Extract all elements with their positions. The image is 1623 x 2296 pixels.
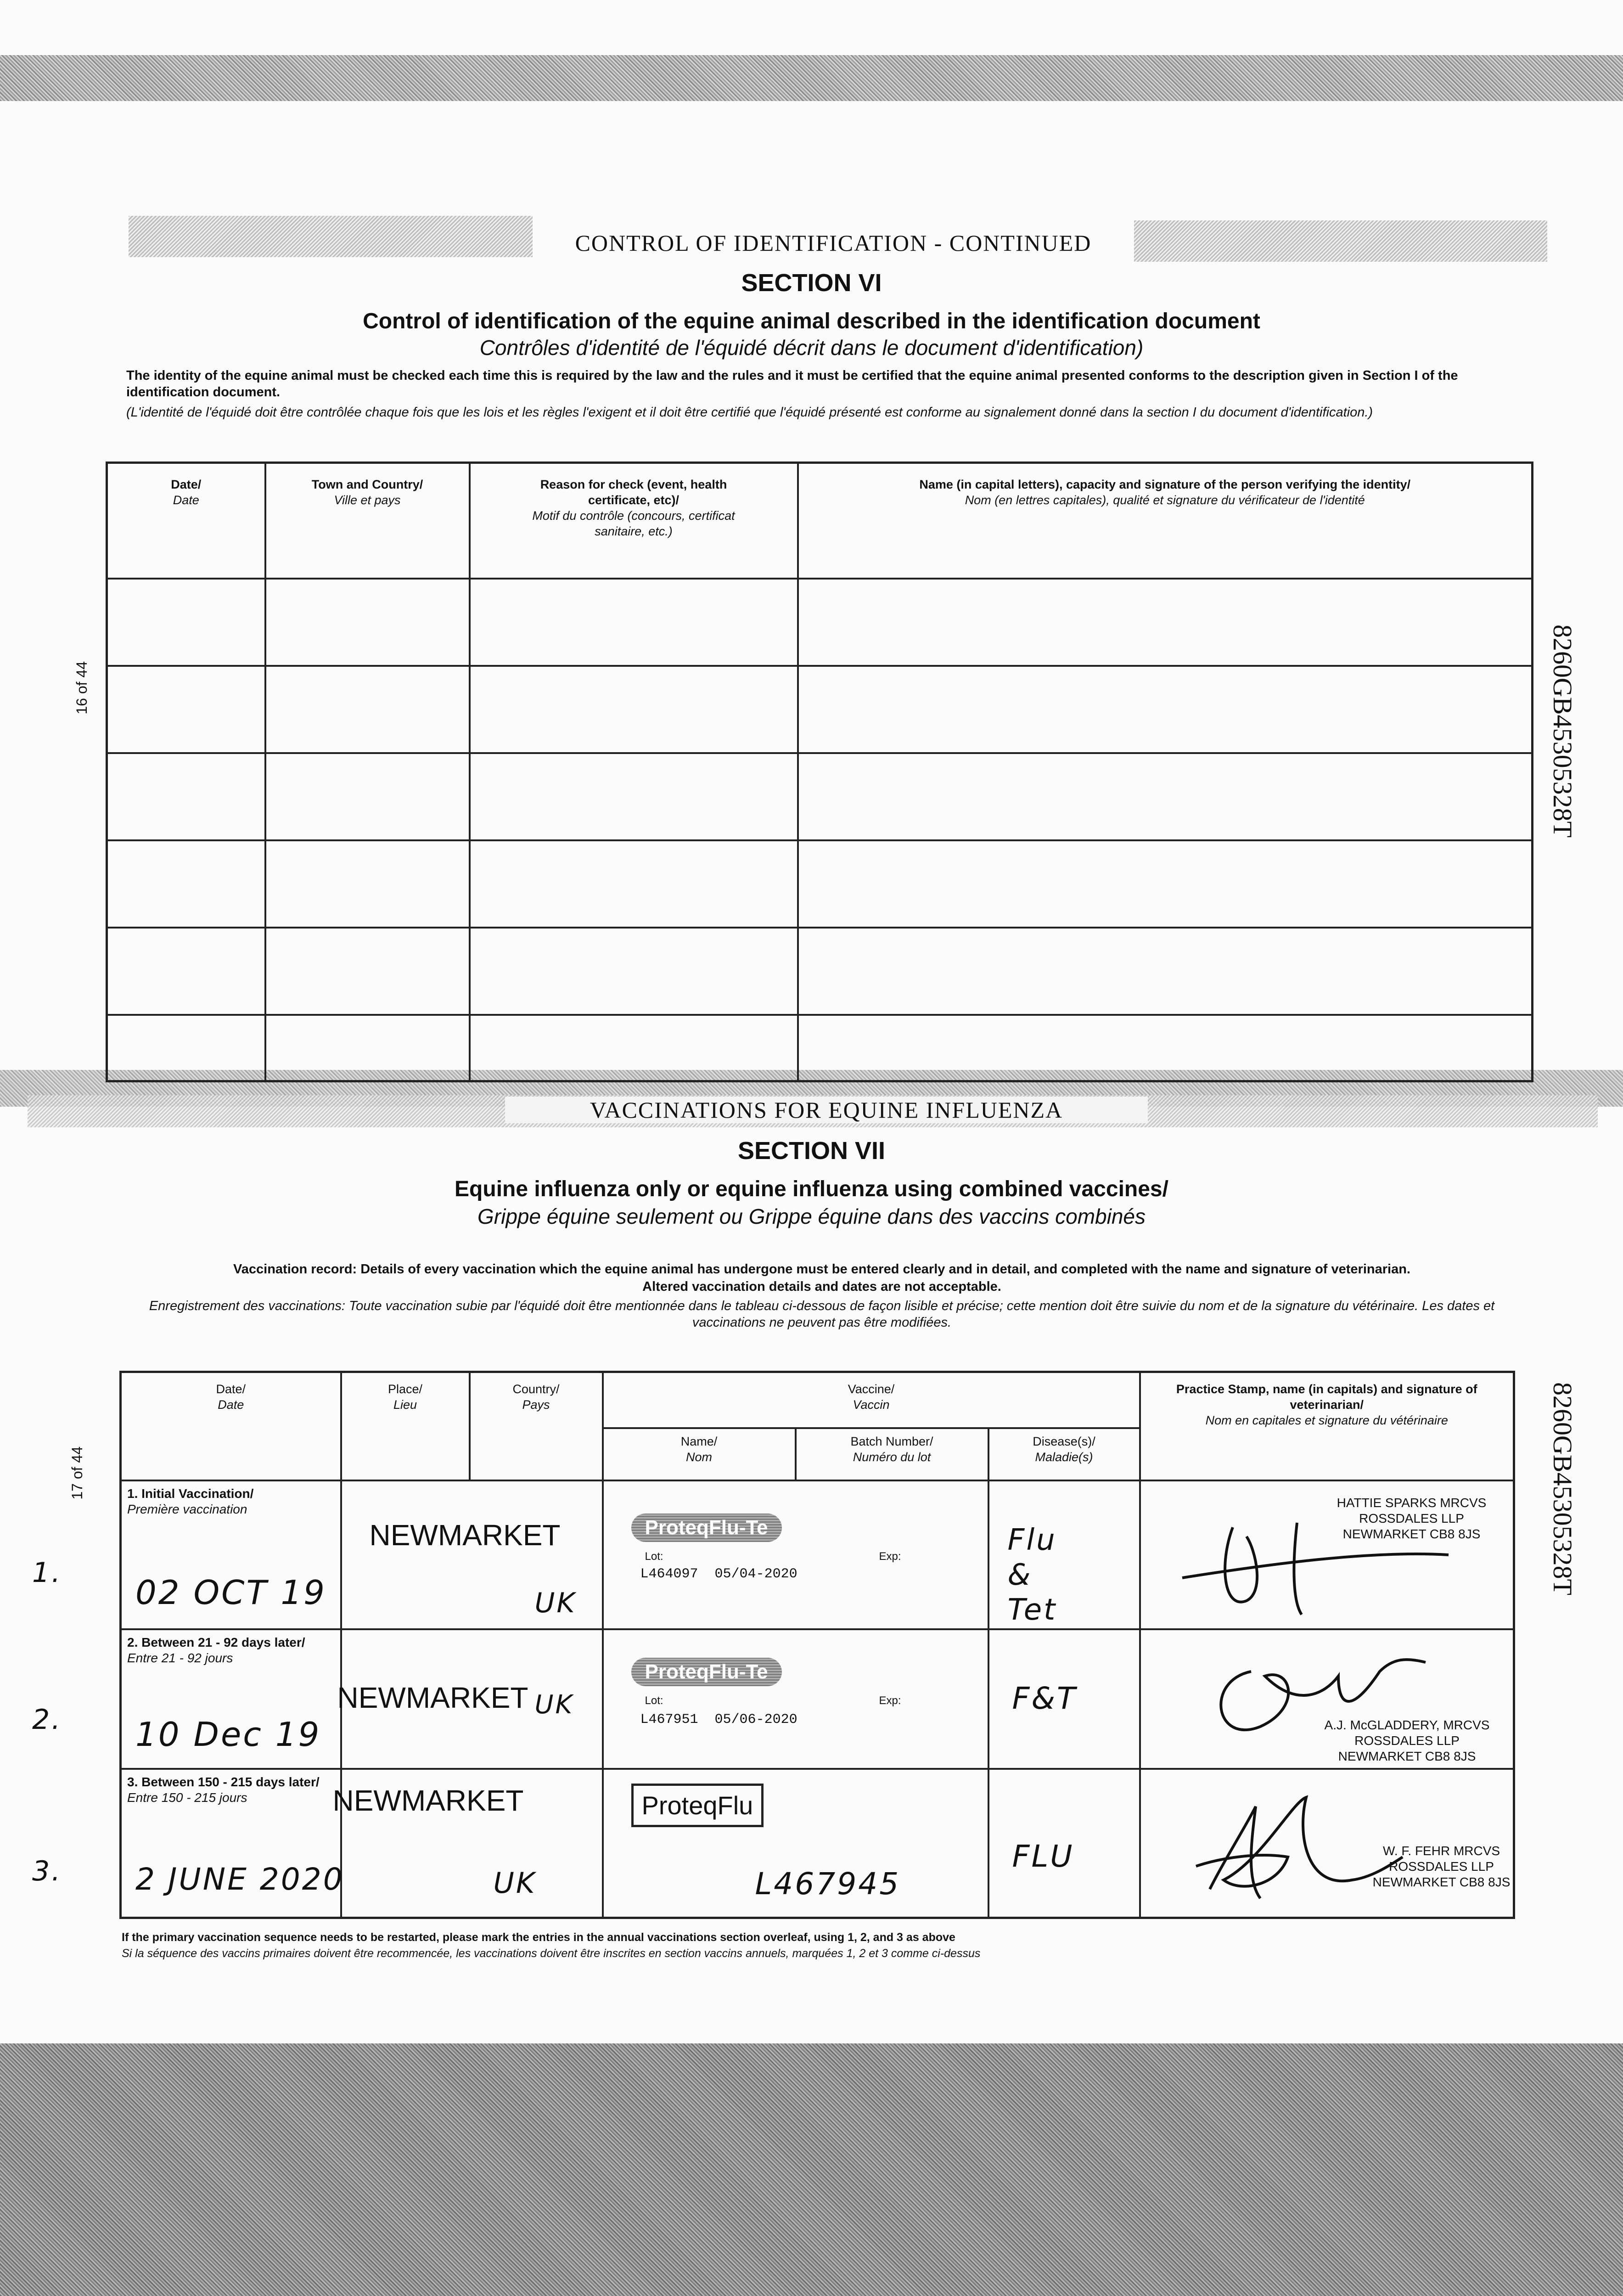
vaccination-row-1: [121, 1480, 1514, 1629]
section7-intro-en2: Altered vaccination details and dates are not acceptable.: [642, 1279, 1001, 1294]
date-cell[interactable]: [107, 1015, 265, 1081]
lot-label: Lot:: [645, 1550, 663, 1563]
col-header-date: Date/ Date: [121, 1372, 341, 1481]
date-cell[interactable]: [121, 1480, 341, 1629]
row-label-fr: Entre 21 - 92 jours: [127, 1651, 233, 1665]
scan-band-top: [0, 55, 1623, 101]
town-country-cell[interactable]: [265, 579, 470, 666]
row-label-en: 3. Between 150 - 215 days later/: [127, 1775, 320, 1789]
section6-intro-en: The identity of the equine animal must be checked each time this is required by the law and the rules and it must be certified that the equine animal presented conforms to the description given in Section I of the identification document.: [126, 368, 1458, 400]
date-cell[interactable]: [107, 753, 265, 840]
vaccination-date: 02 OCT 19: [135, 1573, 326, 1612]
section7-heading: SECTION VII: [737, 1137, 886, 1165]
vaccination-country: UK: [493, 1866, 537, 1900]
date-cell[interactable]: [121, 1769, 344, 1918]
col-header-place: Place/ Lieu: [341, 1372, 470, 1481]
disease-cell[interactable]: [988, 1480, 1140, 1629]
page-number-top: 16 of 44: [73, 661, 90, 715]
col-header-practice-stamp: Practice Stamp, name (in capitals) and signature of veterinarian/ Nom en capitales et signature du vétérinaire: [1140, 1372, 1514, 1481]
date-cell[interactable]: [121, 1629, 341, 1769]
table-header-row: [121, 1372, 1514, 1429]
disease-value: FLU: [1012, 1839, 1074, 1874]
vaccine-name-label: ProteqFlu: [631, 1784, 764, 1827]
margin-number-3: 3.: [32, 1855, 62, 1887]
section7-intro-fr: Enregistrement des vaccinations: Toute vaccination subie par l'équidé doit être mentionnée dans le tableau ci-dessous de façon lisible et précise; cette mention doit être suivie du nom et de la signature du vétérinaire. Les dates et vaccinations ne peuvent pas être modifiées.: [149, 1299, 1495, 1330]
table-header-row: [107, 463, 1533, 579]
section6-heading: SECTION VI: [741, 269, 882, 297]
place-country-cell[interactable]: [332, 1769, 603, 1918]
section6-subtitle-fr: Contrôles d'identité de l'équidé décrit dans le document d'identification): [479, 336, 1144, 360]
section6-subtitle-en: Control of identification of the equine animal described in the identification document: [363, 309, 1260, 333]
col-header-batch: Batch Number/ Numéro du lot: [796, 1428, 988, 1480]
reason-cell[interactable]: [470, 666, 798, 753]
vaccine-name-batch-cell[interactable]: [603, 1629, 988, 1769]
reason-cell[interactable]: [470, 753, 798, 840]
section7-intro-en: Vaccination record: Details of every vaccination which the equine animal has undergone must be entered clearly and in detail, and completed with the name and signature of veterinarian.: [233, 1262, 1410, 1277]
date-cell[interactable]: [107, 666, 265, 753]
section7-subtitle-en: Equine influenza only or equine influenza using combined vaccines/: [455, 1177, 1168, 1201]
disease-cell[interactable]: [988, 1629, 1140, 1769]
stamp-signature-cell[interactable]: [1140, 1769, 1514, 1918]
row-label-fr: Première vaccination: [127, 1502, 247, 1516]
vaccine-name-label: ProteqFlu-Te: [631, 1514, 782, 1542]
row-label-en: 1. Initial Vaccination/: [127, 1486, 254, 1501]
page-number-bottom: 17 of 44: [69, 1446, 85, 1500]
stamp-signature-cell[interactable]: [1140, 1480, 1514, 1629]
batch-number: L464097: [640, 1566, 698, 1582]
vaccination-country: UK: [534, 1690, 574, 1720]
section6-band-right: [1134, 220, 1547, 262]
town-country-cell[interactable]: [265, 1015, 470, 1081]
margin-number-2: 2.: [32, 1704, 62, 1736]
lot-label: Lot:: [645, 1694, 663, 1707]
table-row: [107, 1015, 1533, 1081]
section7-subtitle-fr: Grippe équine seulement ou Grippe équine dans des vaccins combinés: [477, 1204, 1146, 1228]
section6-intro-fr: (L'identité de l'équidé doit être contrôlée chaque fois que les lois et les règles l'exigent et il doit être certifié que l'équidé présenté est conforme au signalement donné dans la section I du document d'identification.): [126, 405, 1373, 420]
table-row: [107, 753, 1533, 840]
row-label-en: 2. Between 21 - 92 days later/: [127, 1635, 305, 1649]
reason-cell[interactable]: [470, 579, 798, 666]
scan-band-bottom: [0, 2043, 1623, 2296]
practice-stamp: W. F. FEHR MRCVS ROSSDALES LLP NEWMARKET CB8 8JS: [1372, 1844, 1511, 1889]
batch-number: L467951: [640, 1712, 698, 1728]
vaccination-country: UK: [534, 1587, 577, 1619]
vaccination-row-3: [121, 1769, 1514, 1918]
place-country-cell[interactable]: [337, 1629, 603, 1769]
col-header-town-country: Town and Country/ Ville et pays: [265, 463, 470, 579]
town-country-cell[interactable]: [265, 753, 470, 840]
stamp-signature-cell[interactable]: [1140, 1629, 1514, 1769]
table-row: [107, 840, 1533, 928]
exp-label: Exp:: [879, 1694, 901, 1707]
document-id-bottom: 8260GB45305328T: [1548, 1382, 1578, 1595]
vaccine-name-batch-cell[interactable]: [603, 1769, 988, 1918]
exp-label: Exp:: [879, 1550, 901, 1563]
section7-vaccination-table: [119, 1371, 1515, 1919]
section7-footnote-fr: Si la séquence des vaccins primaires doivent être recommencée, les vaccinations doivent être inscrites en section vaccins annuels, marquées 1, 2 et 3 comme ci-dessus: [122, 1947, 981, 1960]
veterinarian-signature: [1178, 1509, 1453, 1628]
section6-band-left: [129, 216, 533, 257]
vaccination-date: 10 Dec 19: [135, 1715, 321, 1754]
practice-stamp: A.J. McGLADDERY, MRCVS ROSSDALES LLP NEWMARKET CB8 8JS: [1324, 1718, 1490, 1763]
disease-value: Flu & Tet: [1007, 1523, 1057, 1627]
col-header-reason: Reason for check (event, health certificate, etc)/ Motif du contrôle (concours, certificat sanitaire, etc.): [470, 463, 798, 579]
verifier-cell[interactable]: [798, 666, 1533, 753]
batch-number: L467945: [755, 1866, 901, 1902]
disease-cell[interactable]: [988, 1769, 1140, 1918]
col-header-verifier: Name (in capital letters), capacity and signature of the person verifying the identity/ Nom (en lettres capitales), qualité et signature du vérificateur de l'identité: [798, 463, 1533, 579]
section6-identity-check-table: [106, 461, 1533, 1082]
veterinarian-signature: [1187, 1639, 1462, 1750]
section6-band-title: CONTROL OF IDENTIFICATION - CONTINUED: [575, 230, 1092, 256]
col-header-vaccine: Vaccine/ Vaccin: [603, 1372, 1140, 1429]
place-country-cell[interactable]: [341, 1480, 603, 1629]
vaccination-place: NEWMARKET: [332, 1784, 524, 1817]
table-row: [107, 928, 1533, 1015]
verifier-cell[interactable]: [798, 579, 1533, 666]
vaccination-place: NEWMARKET: [369, 1519, 561, 1552]
section7-footnote-en: If the primary vaccination sequence needs to be restarted, please mark the entries in the annual vaccinations section overleaf, using 1, 2, and 3 as above: [122, 1931, 955, 1944]
section7-band-title: VACCINATIONS FOR EQUINE INFLUENZA: [505, 1097, 1148, 1123]
practice-stamp: HATTIE SPARKS MRCVS ROSSDALES LLP NEWMARKET CB8 8JS: [1337, 1496, 1487, 1541]
veterinarian-signature: [1168, 1788, 1407, 1912]
vaccine-name-batch-cell[interactable]: [603, 1480, 988, 1629]
verifier-cell[interactable]: [798, 1015, 1533, 1081]
reason-cell[interactable]: [470, 928, 798, 1015]
col-header-country: Country/ Pays: [470, 1372, 603, 1481]
col-header-disease: Disease(s)/ Maladie(s): [988, 1428, 1140, 1480]
expiry-date: 05/04-2020: [714, 1566, 797, 1582]
vaccination-date: 2 JUNE 2020: [135, 1862, 344, 1897]
date-cell[interactable]: [107, 840, 265, 928]
date-cell[interactable]: [107, 928, 265, 1015]
reason-cell[interactable]: [470, 840, 798, 928]
table-row: [107, 666, 1533, 753]
expiry-date: 05/06-2020: [714, 1712, 797, 1728]
verifier-cell[interactable]: [798, 840, 1533, 928]
disease-value: F&T: [1012, 1681, 1078, 1716]
document-id-top: 8260GB45305328T: [1548, 625, 1578, 838]
town-country-cell[interactable]: [265, 928, 470, 1015]
date-cell[interactable]: [107, 579, 265, 666]
row-label-fr: Entre 150 - 215 jours: [127, 1790, 247, 1805]
town-country-cell[interactable]: [265, 666, 470, 753]
verifier-cell[interactable]: [798, 928, 1533, 1015]
table-row: [107, 579, 1533, 666]
town-country-cell[interactable]: [265, 840, 470, 928]
reason-cell[interactable]: [470, 1015, 798, 1081]
verifier-cell[interactable]: [798, 753, 1533, 840]
col-header-date: Date/ Date: [107, 463, 265, 579]
vaccination-place: NEWMARKET: [337, 1681, 528, 1714]
vaccine-name-label: ProteqFlu-Te: [631, 1658, 782, 1686]
margin-number-1: 1.: [32, 1557, 62, 1589]
col-header-vaccine-name: Name/ Nom: [603, 1428, 796, 1480]
vaccination-row-2: [121, 1629, 1514, 1769]
